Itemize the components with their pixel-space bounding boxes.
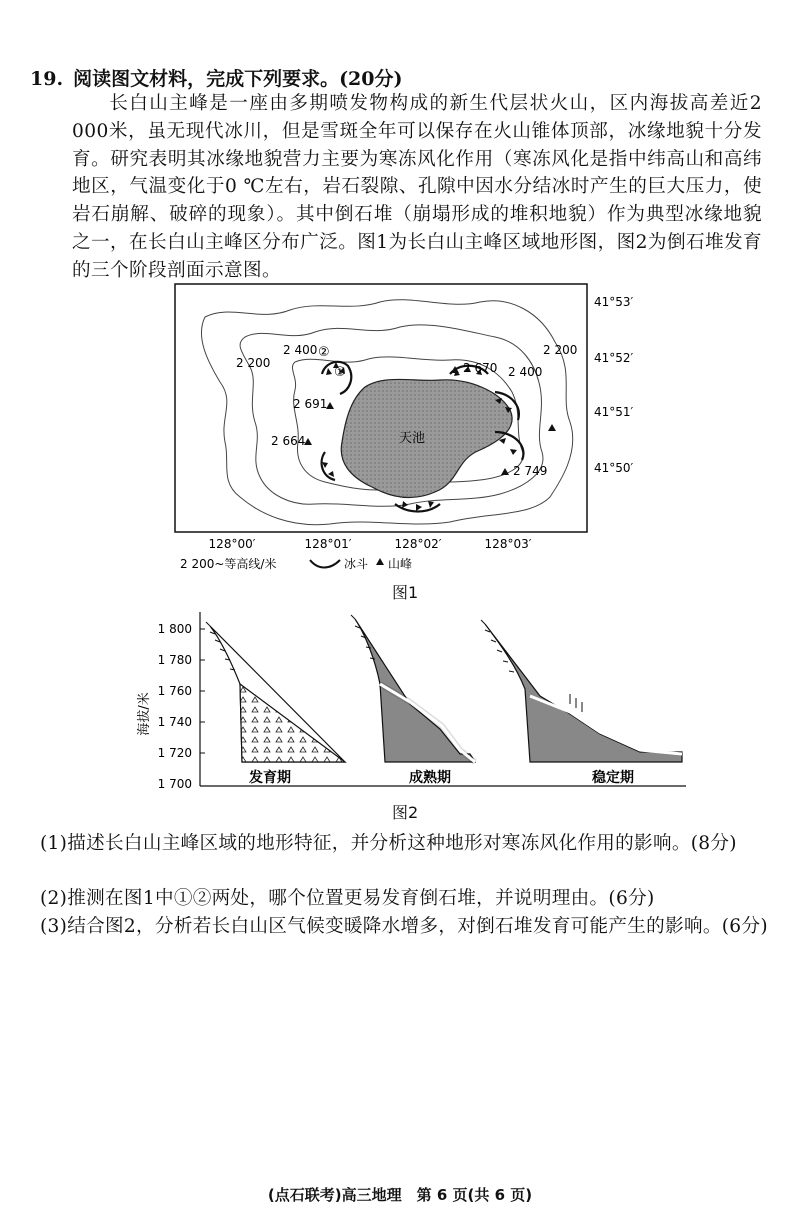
ytick-1740: 1 740 <box>157 715 192 729</box>
peak-label-2664: 2 664 <box>271 434 306 448</box>
legend-peak-symbol <box>376 558 384 565</box>
stage3-profile <box>481 620 682 762</box>
stage2-label: 成熟期 <box>409 770 451 786</box>
ytick-1800: 1 800 <box>157 622 192 636</box>
stage1-label: 发育期 <box>249 770 291 786</box>
question-title: 阅读图文材料，完成下列要求。(20分) <box>73 68 403 90</box>
lon-label-128-03: 128°03′ <box>484 537 532 551</box>
subquestion-2: (2)推测在图1中①②两处，哪个位置更易发育倒石堆，并说明理由。(6分) <box>40 888 655 909</box>
question-header <box>30 64 402 91</box>
contour-label-2400-left: 2 400 <box>283 343 318 357</box>
peak-label-2749: 2 749 <box>513 464 548 478</box>
material-paragraph: 长白山主峰是一座由多期喷发物构成的新生代层状火山，区内海拔高差近2 000米，虽无现代冰川，但是雪斑全年可以保存在火山锥体顶部，冰缘地貌十分发育。研究表明其冰缘地貌营力主要为寒冻风化作用（寒冻风化是指中纬高山和高纬地区，气温变化于0 ℃左右，岩石裂隙、孔隙中因水分结冰时产生的巨大压力，使岩石崩解、破碎的现象）。其中倒石堆（崩塌形成的堆积地貌）作为典型冰缘地貌之一，在长白山主峰区分布广泛。图1为长白山主峰区域地形图，图2为倒石堆发育的三个阶段剖面示意图。 <box>72 93 762 281</box>
figure1-caption: 图1 <box>392 583 419 602</box>
lon-label-128-02: 128°02′ <box>394 537 442 551</box>
figure2-profile-diagram <box>130 604 690 794</box>
legend-contour: 2 200~等高线/米 <box>180 557 277 571</box>
stage3-label: 稳定期 <box>592 770 634 786</box>
lake-label: 天池 <box>398 431 426 446</box>
legend-peak: 山峰 <box>388 557 413 571</box>
marker-2: ② <box>318 345 330 360</box>
lat-label-41-53: 41°53′ <box>594 295 634 309</box>
ytick-1720: 1 720 <box>157 746 192 760</box>
marker-1: ① <box>334 365 346 380</box>
lat-label-41-52: 41°52′ <box>594 351 634 365</box>
ytick-1780: 1 780 <box>157 653 192 667</box>
subquestion-1: (1)描述长白山主峰区域的地形特征，并分析这种地形对寒冻风化作用的影响。(8分) <box>40 833 737 854</box>
question-number: 19. <box>30 68 64 90</box>
subquestion-3: (3)结合图2，分析若长白山区气候变暖降水增多，对倒石堆发育可能产生的影响。(6分) <box>40 916 768 937</box>
contour-label-2200-left: 2 200 <box>236 356 271 370</box>
contour-label-2400-right: 2 400 <box>508 365 543 379</box>
lon-label-128-01: 128°01′ <box>304 537 352 551</box>
contour-label-2200-right: 2 200 <box>543 343 578 357</box>
page-footer: (点石联考)高三地理 第 6 页(共 6 页) <box>267 1186 533 1204</box>
lat-label-41-50: 41°50′ <box>594 461 634 475</box>
peak-label-2691: 2 691 <box>293 397 328 411</box>
lon-label-128-00: 128°00′ <box>208 537 256 551</box>
ytick-1760: 1 760 <box>157 684 192 698</box>
legend-cirque: 冰斗 <box>344 557 369 571</box>
figure1-topographic-map <box>150 282 670 577</box>
stage2-profile <box>351 615 475 762</box>
fig2-ylabel: 海拔/米 <box>137 692 152 736</box>
peak-label-2670: 2 670 <box>463 361 498 375</box>
stage1-profile <box>206 622 345 762</box>
figure2-caption: 图2 <box>392 803 419 822</box>
legend-cirque-symbol <box>310 560 340 568</box>
ytick-1700: 1 700 <box>157 777 192 791</box>
lat-label-41-51: 41°51′ <box>594 405 634 419</box>
